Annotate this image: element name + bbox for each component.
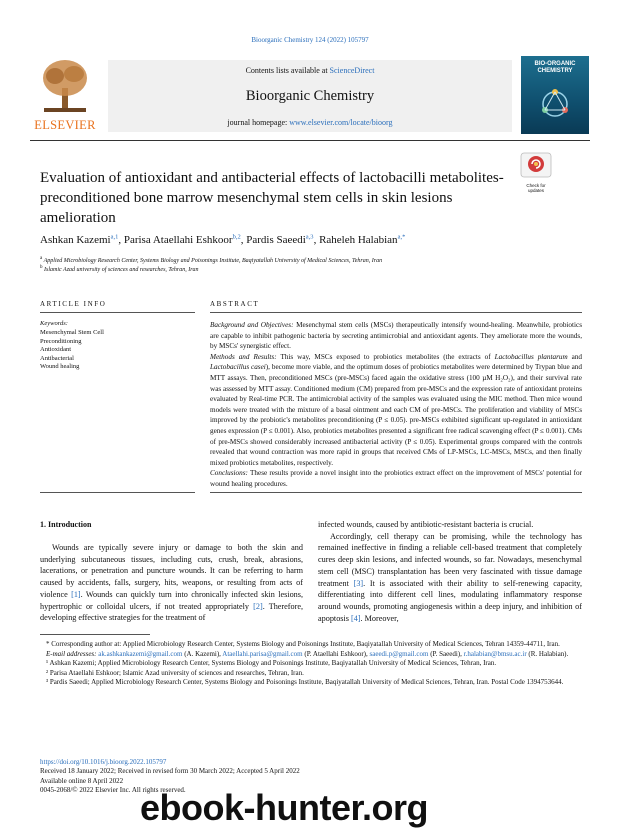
corresponding-author-note: * Corresponding author at: Applied Microbiology Research Center, Systems Biology and Poisonings Institute, Baqiyatallah University of Medical Sciences, Tehran 14359-44711, Iran. <box>46 640 560 648</box>
citation-link[interactable]: [2] <box>253 601 263 611</box>
affiliation: $^a$ Applied Microbiology Research Center, Systems Biology and Poisonings Institute, Baqiyatallah University of Medical Sciences, Tehran, Iran <box>40 256 383 264</box>
keyword: Mesenchymal Stem Cell <box>40 329 104 336</box>
intro-column-right <box>318 519 582 624</box>
citation-link[interactable]: [4] <box>350 613 361 623</box>
abstract-body <box>210 320 582 490</box>
abstract-background: Background and Objectives: Mesenchymal stem cells (MSCs) therapeutically intensify wound-healing. Meanwhile, probiotics are capable to inhibit pathogenic bacteria by secreting antimicrobial and antioxidant agents. They ameliorate more the wounds, by MSCs' synergistic effect. <box>210 321 583 351</box>
paragraph: infected wounds, caused by antibiotic-resistant bacteria is crucial. <box>318 520 534 529</box>
sciencedirect-link[interactable]: ScienceDirect <box>329 66 375 75</box>
elsevier-logo[interactable] <box>30 56 100 134</box>
divider <box>210 492 582 493</box>
keyword: Wound healing <box>40 363 80 371</box>
check-updates-icon <box>520 152 552 178</box>
online-date: Available online 8 April 2022 <box>40 776 124 785</box>
article-title: Evaluation of antioxidant and antibacterial effects of lactobacilli metabolites- preconditioned bone marrow mesenchymal stem cells in skin lesions amelioration <box>40 170 504 226</box>
paragraph: Wounds are typically severe injury or damage to both the skin and underlying subcutaneous tissues, including cuts, crush, break, abrasions, lacerations, or penetration and puncture wounds. It can be referring to harm caused by accidents, falls, surgery, hits, weapons, or resulting from acts of violence [1]. Wounds can quickly turn into chronically infected skin lesions, hypertrophic or colloidal ulcers, if not treated appropriately [2]. Therefore, developing effective strategies for the treatment of <box>40 543 304 623</box>
journal-title: Bioorganic Chemistry <box>245 88 375 104</box>
article-info-heading: ARTICLE INFO <box>40 300 107 308</box>
abstract-heading: ABSTRACT <box>210 300 260 308</box>
citation-link[interactable]: [1] <box>71 589 81 599</box>
divider <box>40 312 195 313</box>
received-dates: Received 18 January 2022; Received in revised form 30 March 2022; Accepted 5 April 2022 <box>40 767 300 776</box>
abstract-methods: Methods and Results: This way, MSCs exposed to probiotics metabolites (the extracts of Lactobacillus plantarum and Lactobacillus casei), become more viable, and the optimum doses of probiotics metabolites were determined by Trypan blue and MTT assays. Then, preconditioned MSCs (pre-MSCs) faced again the oxidative stress (100 µM H₂O₂), and their survival rate was assessed by MTT assay. Conditioned medium (CM) prepared from pre-MSCs and the expression rate of antioxidant proteins evaluated by Real-time PCR. The antimicrobial activity of the samples was evaluated using the MIC method. Then mice wound models were treated with the mixture of a basal ointment and each CM of pre-MSCs. The proliferation and viability of MSCs improved by the probiotic's metabolites preconditioning (P ≤ 0.05). pre-MSCs exhibited significant up-regulated in antioxidant genes expression (P ≤ 0.001). Also, probiotics metabolites presented a significant free radical scavenging effect (P ≤ 0.001). CMs of pre-MSCs showed considerably increased antibacterial activity (P ≤ 0.05). Experimental groups compared with the controls revealed that wound contraction was more rapid in groups that received CMs of LP-MSCs, LC-MSCs, MSCs, and then finally mixed probiotics metabolites, respectively. <box>210 352 583 467</box>
citation-link[interactable]: [3] <box>353 578 364 588</box>
elsevier-wordmark: ELSEVIER <box>34 118 96 132</box>
check-updates-label: Check for updates <box>526 183 546 193</box>
abstract-conclusions: Conclusions: These results provide a novel insight into the probiotics extract effect on the improvement of MSCs' potential for wound healing procedures. <box>210 469 582 488</box>
author[interactable]: Raheleh Halabian$^{a,*}$ <box>319 233 406 246</box>
homepage-prefix: journal homepage: <box>227 118 288 127</box>
elsevier-tree-icon <box>40 58 90 114</box>
contents-prefix: Contents lists available at <box>245 66 328 75</box>
footnote: ¹ Ashkan Kazemi; Applied Microbiology Research Center, Systems Biology and Poisonings Institute, Baqiyatallah University of Medical Sciences, Tehran, Iran. <box>46 659 497 668</box>
author[interactable]: Parisa Ataellahi Eshkoor$^{b,2}$, <box>123 233 247 246</box>
author[interactable]: Pardis Saeedi$^{a,3}$, <box>246 233 320 246</box>
header-rule <box>30 140 590 141</box>
journal-header <box>30 56 590 136</box>
footnote-divider <box>40 634 150 635</box>
homepage-link[interactable]: www.elsevier.com/locate/bioorg <box>289 118 393 127</box>
email-link[interactable]: saeedi.p@gmail.com <box>369 649 429 658</box>
email-link[interactable]: ak.ashkankazemi@gmail.com <box>98 649 183 658</box>
footnotes <box>40 640 582 688</box>
footnote: ³ Pardis Saeedi; Applied Microbiology Research Center, Systems Biology and Poisonings Institute, Baqiyatallah University of Medical Sciences, Tehran, Iran. Postal Code 1394753644. <box>46 678 564 687</box>
homepage-line <box>108 118 512 127</box>
keywords-label: Keywords: <box>40 320 68 327</box>
intro-column-left <box>40 542 303 624</box>
watermark: ebook-hunter.org <box>140 787 428 828</box>
cover-title: BIO-ORGANIC CHEMISTRY <box>534 61 576 74</box>
divider <box>210 312 582 313</box>
doi-link[interactable]: https://doi.org/10.1016/j.bioorg.2022.105797 <box>40 758 167 766</box>
author[interactable]: Ashkan Kazemi$^{a,1}$, <box>40 233 124 246</box>
email-addresses: E-mail addresses: ak.ashkankazemi@gmail.com (A. Kazemi), Ataellahi.parisa@gmail.com (P. Ataellahi Eshkoor), saeedi.p@gmail.com (P. Saeedi), r.halabian@bmsu.ac.ir (R. Halabian). <box>46 649 569 658</box>
email-link[interactable]: r.halabian@bmsu.ac.ir <box>463 649 527 658</box>
journal-cover-image[interactable] <box>521 56 589 134</box>
divider <box>40 492 195 493</box>
copyright: 0045-2068/© 2022 Elsevier Inc. All rights reserved. <box>40 786 186 795</box>
journal-citation-link[interactable]: Bioorganic Chemistry 124 (2022) 105797 <box>251 36 369 44</box>
footnote: ² Parisa Ataellahi Eshkoor; Islamic Azad university of sciences and researches, Tehran, Iran. <box>46 668 304 677</box>
contents-line <box>108 66 512 75</box>
molecule-icon <box>535 84 575 126</box>
author-list <box>40 233 570 246</box>
affiliation: $^b$ Islamic Azad university of sciences and researches, Tehran, Iran <box>40 265 199 273</box>
keyword: Antioxidant <box>40 346 72 354</box>
section-heading-introduction: 1. Introduction <box>40 520 92 529</box>
keyword: Antibacterial <box>40 354 74 362</box>
keyword-list <box>40 329 200 372</box>
email-link[interactable]: Ataellahi.parisa@gmail.com <box>222 649 303 658</box>
paragraph: Accordingly, cell therapy can be promising, while the technology has remained ineffective in finding a reliable cell-based treatment that completely cures deep skin lesions, and infected wounds, so far. Nowadays, mesenchymal stem cell (MSC) transplantation has been very fascinated with tissue damage treatment [3]. It is associated with their ability to self-renewing capacity, differentiating into different cell lines, modulating inflammatory response around wounds, promoting angiogenesis within a deep injury, and inhibition of apoptosis [4]. Moreover, <box>318 531 582 623</box>
journal-banner <box>108 60 512 132</box>
keyword: Preconditioning <box>40 337 82 345</box>
check-for-updates-button[interactable] <box>520 152 552 193</box>
